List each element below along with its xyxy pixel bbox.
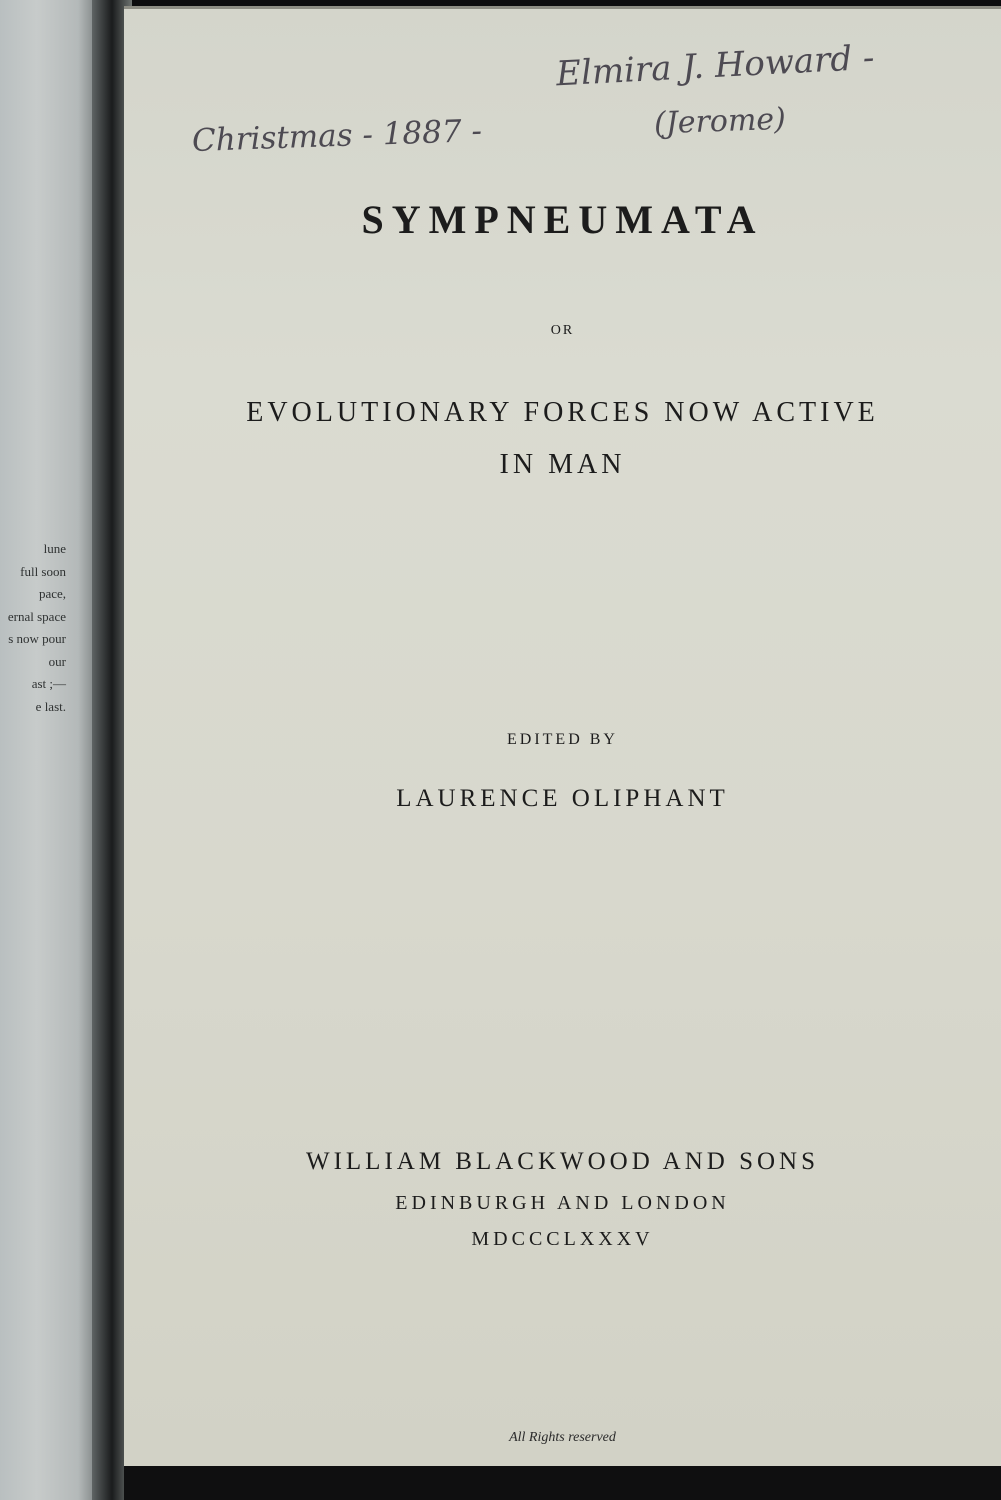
facing-page-line: ernal space <box>7 608 66 624</box>
handwritten-date: Christmas - 1887 - <box>191 112 483 160</box>
facing-page-line: pace, <box>38 586 66 601</box>
handwritten-owner-note: (Jerome) <box>653 101 787 142</box>
book-title: SYMPNEUMATA <box>361 197 764 242</box>
facing-page-line: lune <box>43 541 66 556</box>
facing-page-line: e last. <box>35 698 66 714</box>
rights-notice: All Rights reserved <box>509 1430 616 1445</box>
publication-place: EDINBURGH AND LONDON <box>395 1192 730 1214</box>
edited-by-label: EDITED BY <box>507 731 618 748</box>
editor-name: LAURENCE OLIPHANT <box>396 785 729 812</box>
facing-page-text <box>0 538 72 718</box>
subtitle-line-1: EVOLUTIONARY FORCES NOW ACTIVE <box>246 397 879 428</box>
facing-page-line: ast ;— <box>31 676 66 691</box>
page-bottom-shadow <box>124 1466 1001 1500</box>
publisher-name: WILLIAM BLACKWOOD AND SONS <box>305 1148 819 1175</box>
title-conjunction: OR <box>550 323 575 338</box>
facing-page-line: our <box>48 653 66 669</box>
handwritten-owner-name: Elmira J. Howard - <box>555 37 876 95</box>
facing-page-line: s now pour <box>8 631 66 646</box>
facing-page <box>0 0 92 1500</box>
publication-year: MDCCCLXXXV <box>471 1228 654 1250</box>
facing-page-line: full soon <box>20 563 66 579</box>
subtitle-line-2: IN MAN <box>499 449 626 480</box>
